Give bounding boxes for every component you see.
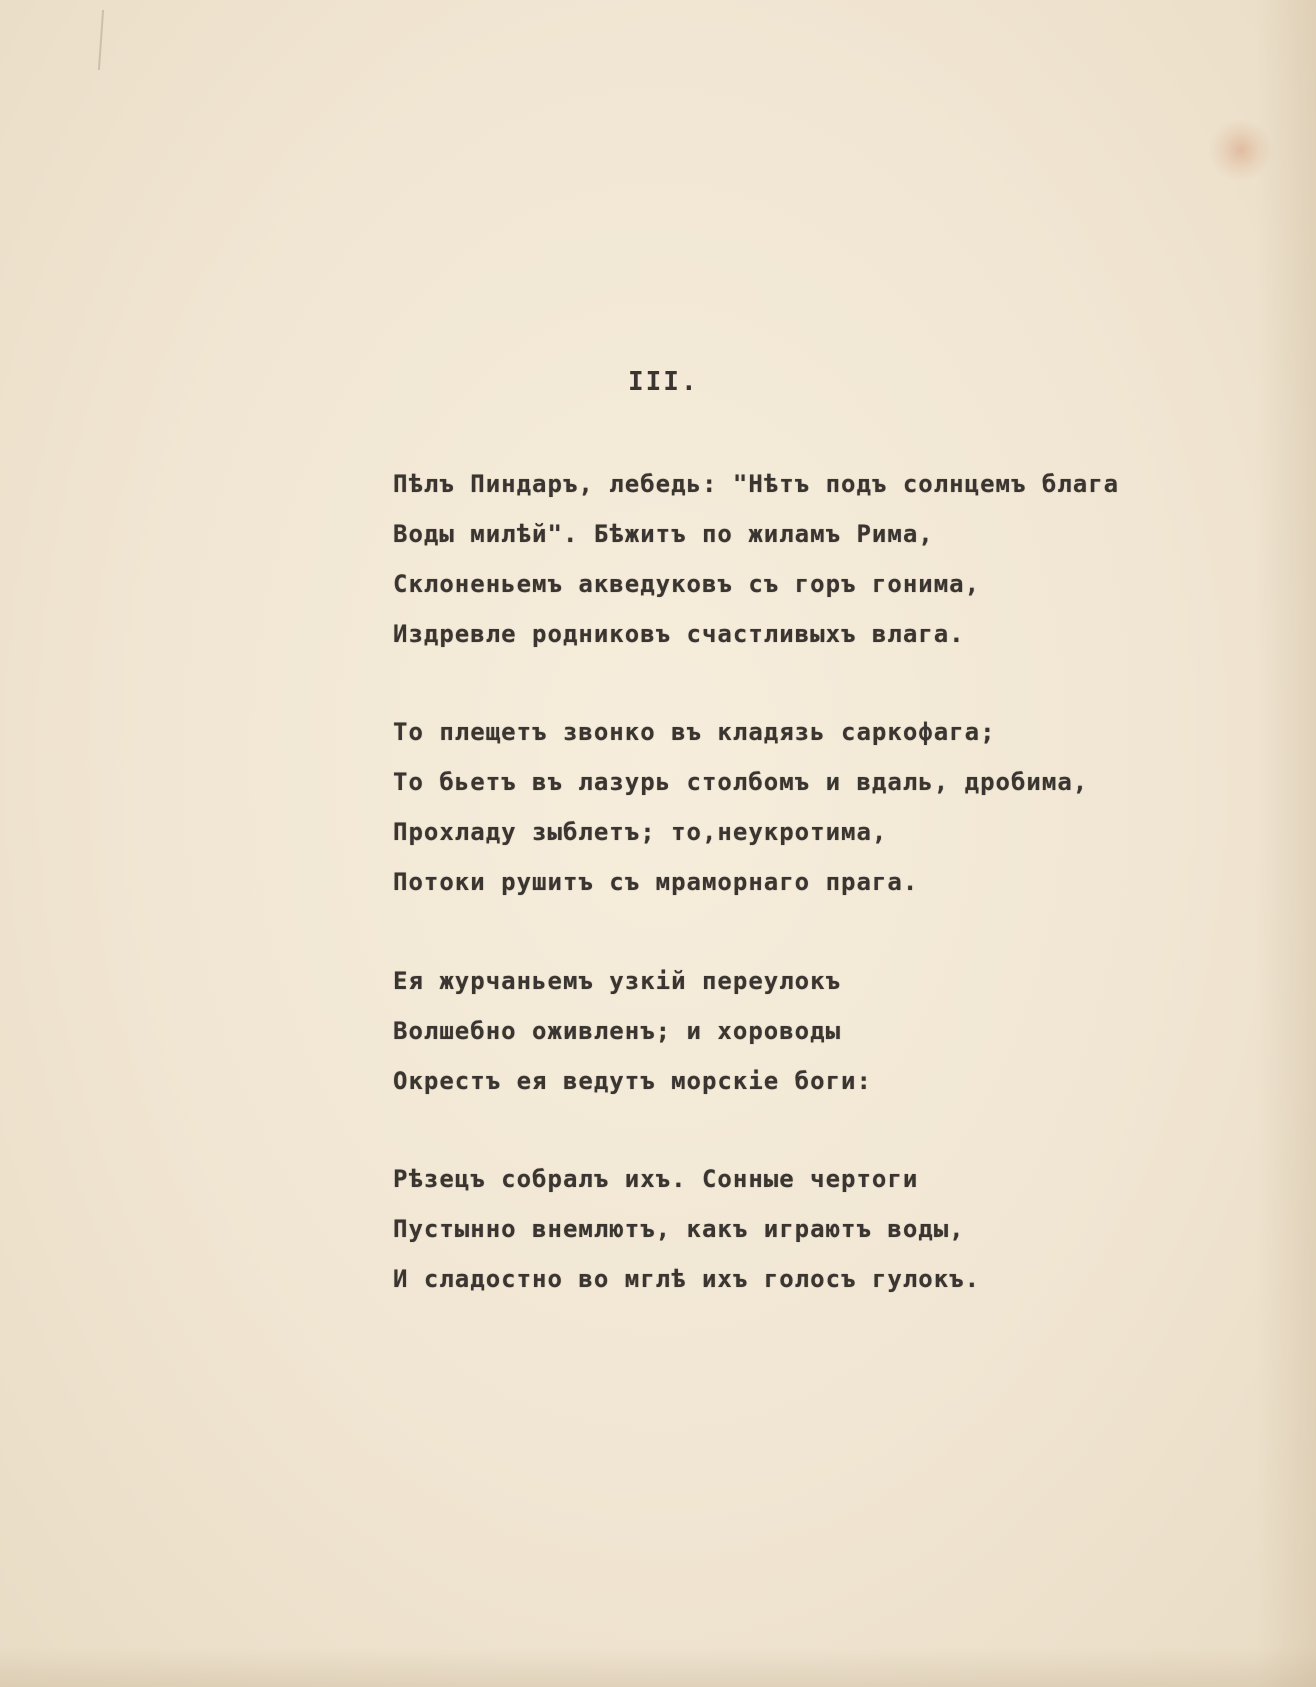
paper-bottom-shadow xyxy=(0,1647,1316,1687)
poem-line: Потоки рушитъ съ мраморнаго прага. xyxy=(393,868,919,896)
poem-line: Воды милѣй". Бѣжитъ по жиламъ Рима, xyxy=(393,520,934,548)
poem-line: Рѣзецъ собралъ ихъ. Сонные чертоги xyxy=(393,1165,919,1193)
poem-line: Волшебно оживленъ; и хороводы xyxy=(393,1017,842,1045)
poem-line: И сладостно во мглѣ ихъ голосъ гулокъ. xyxy=(393,1265,981,1293)
section-heading: III. xyxy=(628,367,699,397)
poem-line: Пѣлъ Пиндаръ, лебедь: "Нѣтъ подъ солнцемъ блага xyxy=(393,470,1120,498)
poem-line: Прохладу зыблетъ; то,неукротима, xyxy=(393,818,888,846)
poem-line: То плещетъ звонко въ кладязь саркофага; xyxy=(393,718,996,746)
paper-stain xyxy=(1206,120,1276,180)
poem-line: Окрестъ ея ведутъ морскіе боги: xyxy=(393,1067,872,1095)
paper-crease xyxy=(98,10,104,70)
poem-line: Издревле родниковъ счастливыхъ влага. xyxy=(393,620,965,648)
poem-line: Склоненьемъ акведуковъ съ горъ гонима, xyxy=(393,570,981,598)
poem-line: Ея журчаньемъ узкій переулокъ xyxy=(393,967,842,995)
poem-line: Пустынно внемлютъ, какъ играютъ воды, xyxy=(393,1215,965,1243)
paper-edge-shadow xyxy=(1256,0,1316,1687)
poem-line: То бьетъ въ лазурь столбомъ и вдаль, дробима, xyxy=(393,768,1089,796)
